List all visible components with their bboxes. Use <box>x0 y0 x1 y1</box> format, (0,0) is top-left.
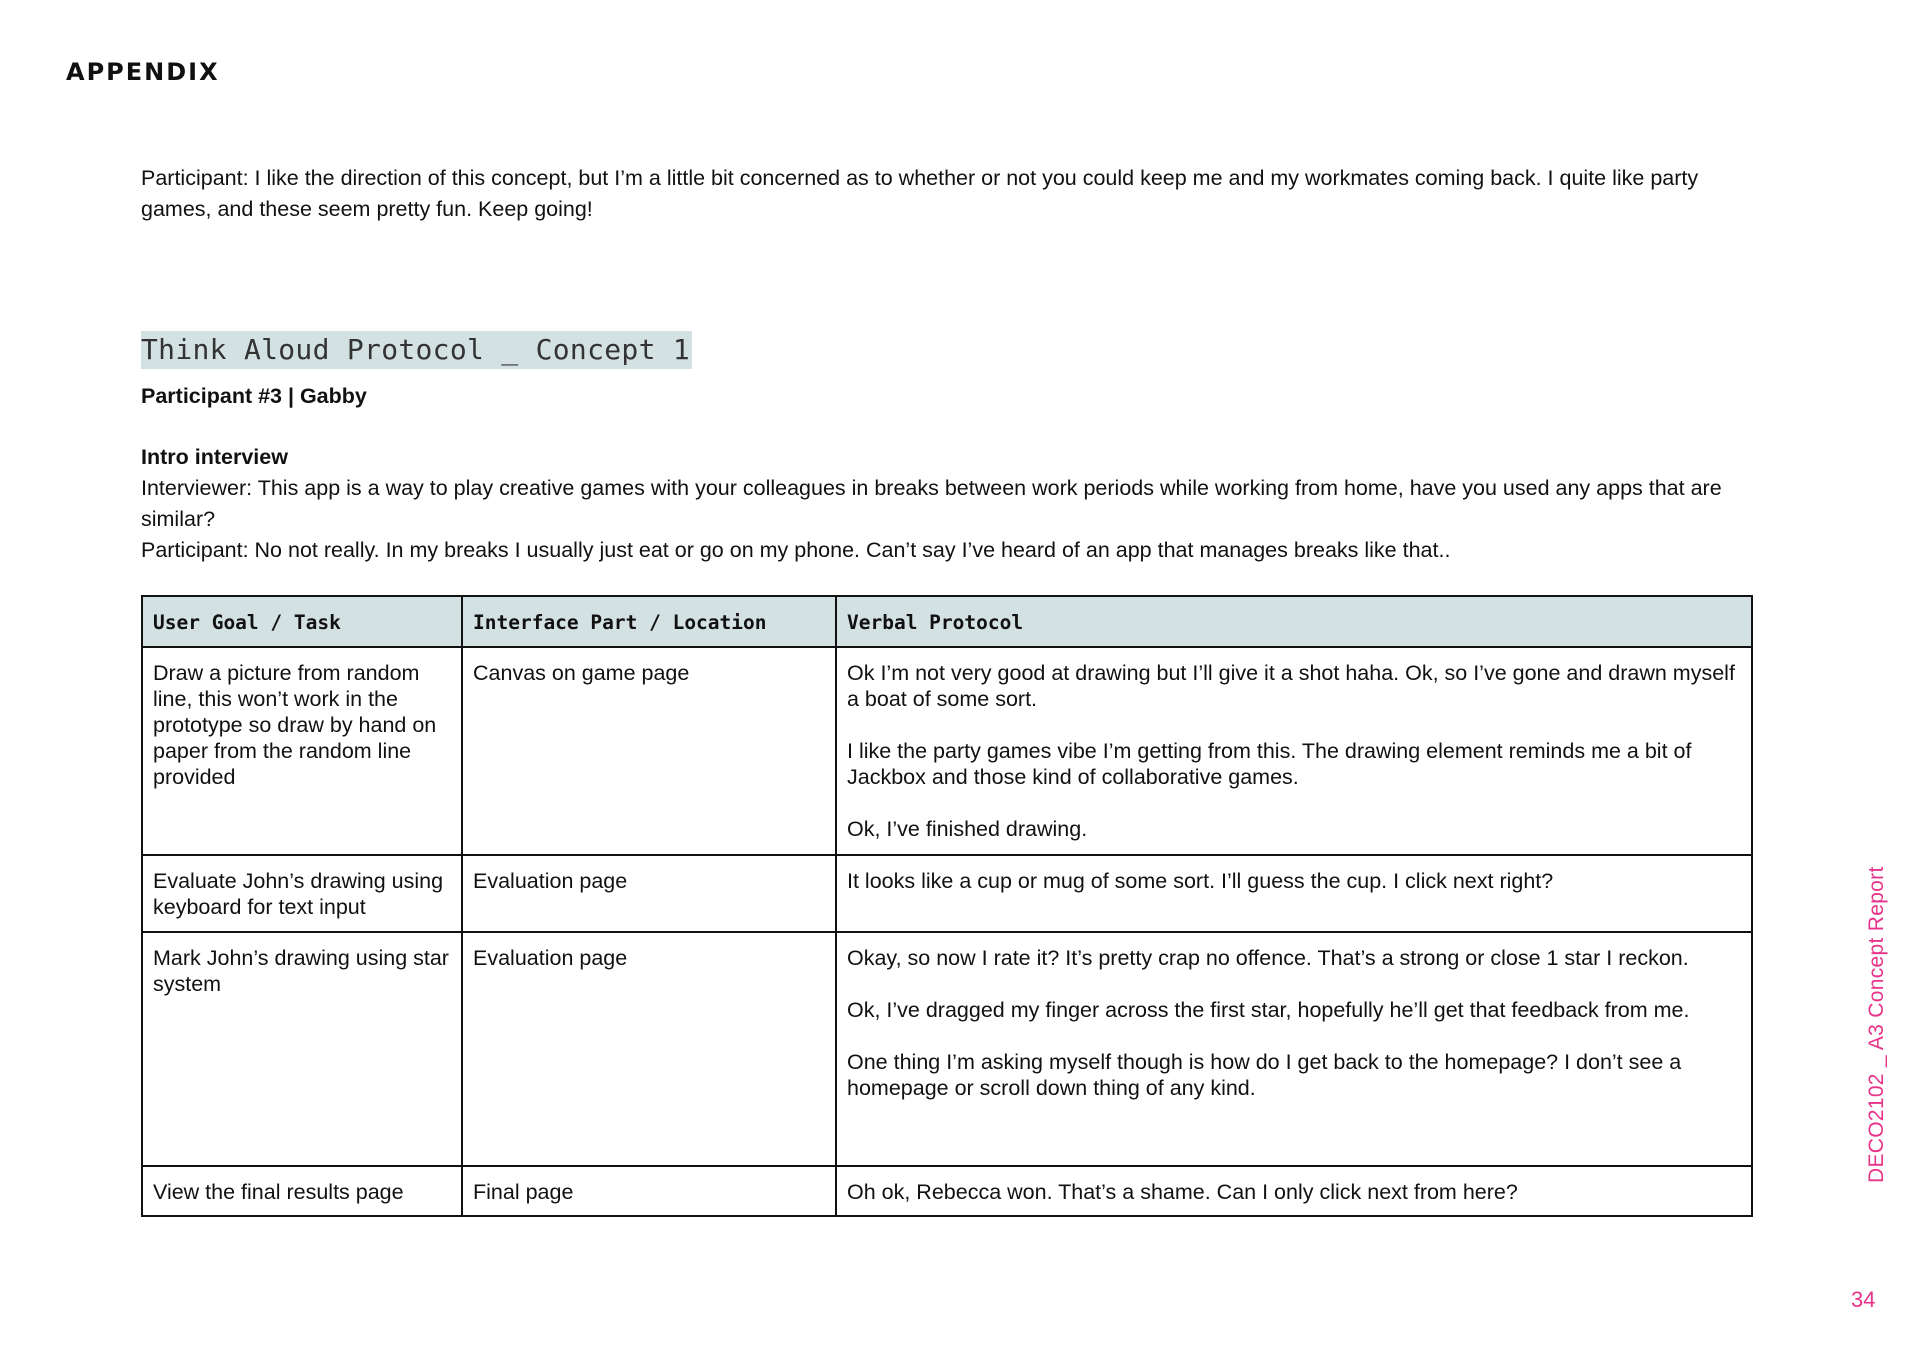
column-header-task: User Goal / Task <box>142 596 462 647</box>
protocol-text: Ok, I’ve finished drawing. <box>847 817 1088 841</box>
protocol-text: One thing I’m asking myself though is how do I get back to the homepage? I don’t see a homepage or scroll down thing of any kind. <box>847 1050 1682 1100</box>
protocol-text: Ok I’m not very good at drawing but I’ll give it a shot haha. Ok, so I’ve gone and drawn myself a boat of some sort. <box>847 661 1735 711</box>
location-cell: Canvas on game page <box>462 647 836 855</box>
column-header-protocol: Verbal Protocol <box>836 596 1752 647</box>
location-cell: Evaluation page <box>462 855 836 932</box>
task-cell: Evaluate John’s drawing using keyboard for text input <box>142 855 462 932</box>
protocol-cell <box>836 932 1752 1166</box>
location-cell: Evaluation page <box>462 932 836 1166</box>
table-row <box>142 855 1752 932</box>
protocol-text: Oh ok, Rebecca won. That’s a shame. Can I only click next from here? <box>847 1180 1518 1204</box>
protocol-text: It looks like a cup or mug of some sort. I’ll guess the cup. I click next right? <box>847 869 1554 893</box>
task-cell: Draw a picture from random line, this won’t work in the prototype so draw by hand on paper from the random line provided <box>142 647 462 855</box>
report-side-label: DECO2102 _ A3 Concept Report <box>1865 866 1888 1183</box>
protocol-text: Okay, so now I rate it? It’s pretty crap no offence. That’s a strong or close 1 star I reckon. <box>847 946 1689 970</box>
participant-heading: Participant #3 | Gabby <box>141 384 367 408</box>
think-aloud-table <box>141 595 1753 1217</box>
participant-feedback-paragraph: Participant: I like the direction of this concept, but I’m a little bit concerned as to whether or not you could keep me and my workmates coming back. I quite like party games, and these seem pretty fun. Keep going! <box>141 166 1699 221</box>
table-header-row <box>142 596 1752 647</box>
participant-line: Participant: No not really. In my breaks I usually just eat or go on my phone. Can’t say I’ve heard of an app that manages breaks like that.. <box>141 538 1451 562</box>
protocol-cell <box>836 647 1752 855</box>
protocol-text: Ok, I’ve dragged my finger across the first star, hopefully he’ll get that feedback from me. <box>847 998 1690 1022</box>
column-header-location: Interface Part / Location <box>462 596 836 647</box>
protocol-text: I like the party games vibe I’m getting from this. The drawing element reminds me a bit of Jackbox and those kind of collaborative games. <box>847 739 1692 789</box>
task-cell: View the final results page <box>142 1166 462 1216</box>
interviewer-line: Interviewer: This app is a way to play creative games with your colleagues in breaks between work periods while working from home, have you used any apps that are similar? <box>141 476 1722 531</box>
page-number: 34 <box>1851 1287 1876 1312</box>
protocol-cell <box>836 1166 1752 1216</box>
appendix-heading: APPENDIX <box>66 58 220 86</box>
task-cell: Mark John’s drawing using star system <box>142 932 462 1166</box>
intro-interview-heading: Intro interview <box>141 445 288 469</box>
table-row <box>142 1166 1752 1216</box>
protocol-cell <box>836 855 1752 932</box>
section-title: Think Aloud Protocol _ Concept 1 <box>141 331 692 369</box>
location-cell: Final page <box>462 1166 836 1216</box>
table-row <box>142 647 1752 855</box>
intro-interview <box>141 442 1751 566</box>
table-row <box>142 932 1752 1166</box>
